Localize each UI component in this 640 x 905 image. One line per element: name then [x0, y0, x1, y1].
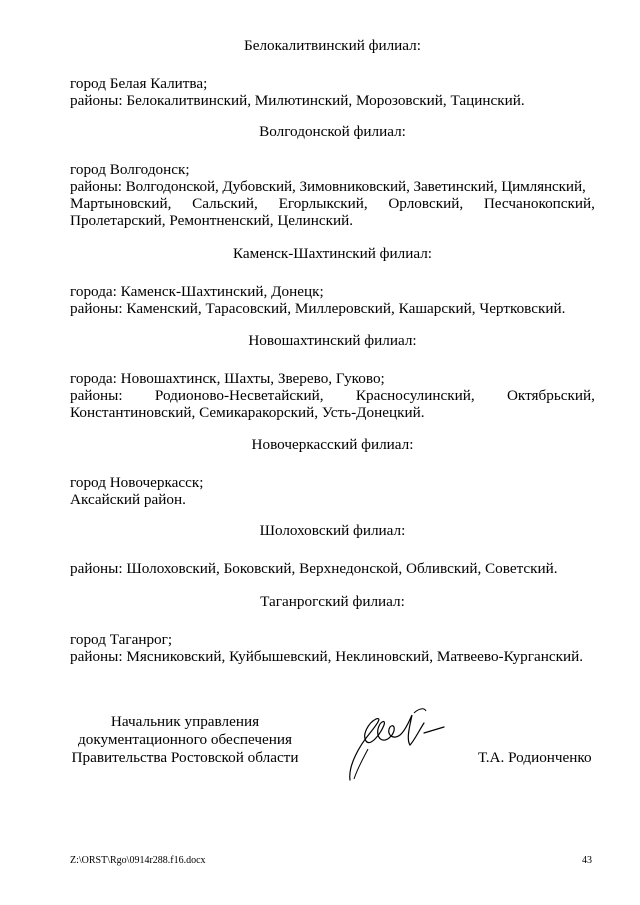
word: Егорлыкский,: [278, 195, 368, 212]
section-line: районы: Каменский, Тарасовский, Миллеровский, Кашарский, Чертковский.: [70, 300, 566, 317]
position-line: документационного обеспечения: [78, 731, 292, 748]
section-line: районы: Белокалитвинский, Милютинский, Морозовский, Тацинский.: [70, 92, 525, 109]
section-title-novocherkassky: Новочеркасский филиал:: [251, 436, 414, 453]
section-title-belokalitvinsky: Белокалитвинский филиал:: [244, 37, 421, 54]
section-line: город Новочеркасск;: [70, 474, 204, 491]
section-line: Константиновский, Семикаракорский, Усть-Донецкий.: [70, 404, 425, 421]
section-line: районы: Мясниковский, Куйбышевский, Неклиновский, Матвеево-Курганский.: [70, 648, 584, 665]
word: Октябрьский,: [506, 387, 595, 404]
section-title-volgodonskoy: Волгодонской филиал:: [259, 123, 406, 140]
word: Сальский,: [192, 195, 258, 212]
section-line: районы: Шолоховский, Боковский, Верхнедонской, Обливский, Советский.: [70, 560, 558, 577]
position-line: Правительства Ростовской области: [71, 749, 299, 766]
section-line: город Волгодонск;: [70, 161, 190, 178]
section-title-novoshakhtinsky: Новошахтинский филиал:: [248, 332, 417, 349]
word: районы:: [70, 387, 123, 404]
word: Мартыновский,: [70, 195, 172, 212]
page-number: 43: [582, 855, 592, 866]
section-line: районы: Волгодонской, Дубовский, Зимовниковский, Заветинский, Цимлянский,: [70, 178, 586, 195]
section-line: Аксайский район.: [70, 491, 186, 508]
section-title-kamensk: Каменск-Шахтинский филиал:: [232, 245, 433, 262]
section-line-justified: [70, 195, 595, 213]
position-line: Начальник управления: [110, 713, 260, 730]
word: Песчанокопский,: [483, 195, 595, 212]
word: Орловский,: [388, 195, 464, 212]
signatory-name: Т.А. Родионченко: [478, 749, 592, 766]
handwritten-signature: [340, 705, 450, 785]
section-line: город Белая Калитва;: [70, 75, 208, 92]
section-line: Пролетарский, Ремонтненский, Целинский.: [70, 212, 354, 229]
section-title-sholokhovsky: Шолоховский филиал:: [259, 522, 406, 539]
section-title-taganrogsky: Таганрогский филиал:: [260, 593, 405, 610]
section-line-justified: [70, 387, 595, 405]
section-line: города: Новошахтинск, Шахты, Зверево, Гуково;: [70, 370, 385, 387]
footer-file-path: Z:\ORST\Rgo\0914r288.f16.docx: [70, 855, 206, 866]
section-line: город Таганрог;: [70, 631, 173, 648]
word: Красносулинский,: [355, 387, 475, 404]
signatory-position: [70, 713, 300, 767]
section-line: города: Каменск-Шахтинский, Донецк;: [70, 283, 324, 300]
word: Родионово-Несветайский,: [154, 387, 324, 404]
